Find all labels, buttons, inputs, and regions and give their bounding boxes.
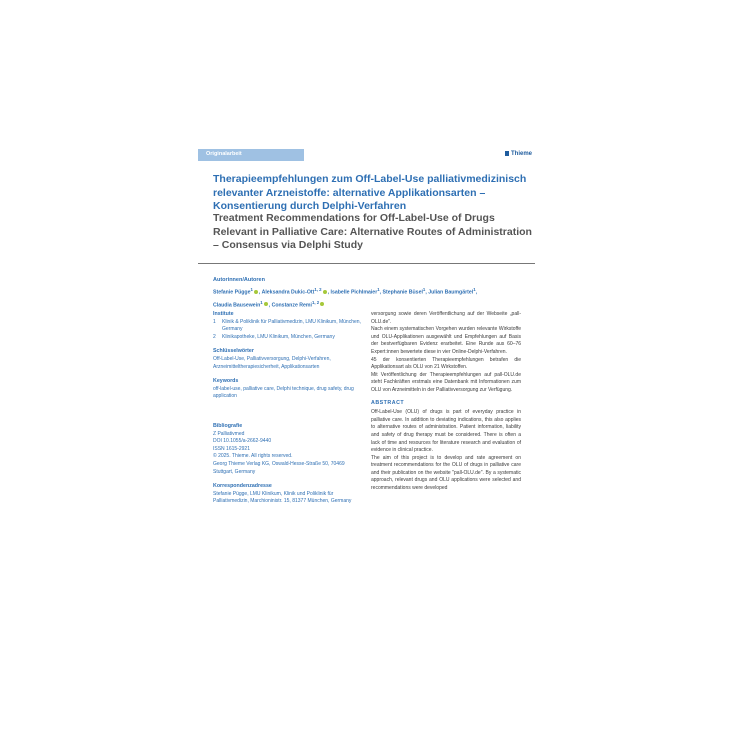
author-name[interactable]: Julian Baumgärtel <box>428 289 474 296</box>
author-name[interactable]: Aleksandra Dukic-Ott <box>261 289 315 296</box>
korrespondenz-text: Stefanie Pügge, LMU Klinikum, Klinik und Poliklinik für Palliativmedizin, Marchioninistr. 15, 81377 München, Germany <box>213 490 352 505</box>
english-abstract-paragraph: Off-Label-Use (OLU) of drugs is part of everyday practice in palliative care. In addition to deviating indications, this also applies to alternative routes of administration. Patient information, liability and safety of drug therapy must be considered. There is often a lack of time and resources for literature research and evaluation of evidence in clinical practice. <box>371 409 521 454</box>
authors-heading: Autorinnen/Autoren <box>213 277 265 283</box>
author-affiliation: 1, 2 <box>314 287 322 292</box>
keywords-text: off-label-use, palliative care, Delphi technique, drug safety, drug application <box>213 385 354 400</box>
schluesselwoerter-heading: Schlüsselwörter <box>213 348 254 355</box>
english-abstract-paragraph: The aim of this project is to develop and rate agreement on treatment recommendations for the OLU of drugs in palliative care and their publication on the website "pall-OLU.de". By a systematic approach, relevant drugs and OLU applications were selected and recommendations were developed <box>371 454 521 492</box>
thieme-logo-icon <box>505 151 509 156</box>
korrespondenz-heading: Korrespondenzadresse <box>213 483 272 490</box>
bibliografie-line: ISSN 1615-2921 <box>213 445 250 452</box>
author-affiliation: 1 <box>260 299 263 305</box>
bibliografie-heading: Bibliografie <box>213 422 243 429</box>
author-name[interactable]: Stephanie Büsel <box>382 289 423 296</box>
abstract-column <box>371 311 521 493</box>
doi-link[interactable]: DOI 10.1055/a-2662-9440 <box>213 438 272 445</box>
bibliografie-line: Georg Thieme Verlag KG, Oswald-Hesse-Straße 50, 70469 Stuttgart, Germany <box>213 460 345 475</box>
institute-item <box>213 334 365 342</box>
orcid-icon[interactable] <box>264 302 268 306</box>
author-name[interactable]: Isabelle Pichlmaier <box>330 289 378 296</box>
author-name[interactable]: Claudia Bausewein <box>213 302 261 309</box>
orcid-icon[interactable] <box>320 302 324 306</box>
institute-text: Klinik & Poliklinik für Palliativmedizin, LMU Klinikum, München, Germany <box>222 318 361 333</box>
abstract-heading: ABSTRACT <box>371 399 405 406</box>
author-affiliation: 1 <box>473 287 476 292</box>
author-name[interactable]: Constanze Remi <box>271 302 312 309</box>
bibliografie-line: Z Palliativmed <box>213 430 245 437</box>
institute-item <box>213 319 365 334</box>
german-abstract-paragraph: 45 der konsentierten Therapieempfehlungen betrafen die Applikationsart als OLU von 21 Wirkstoffen. <box>371 356 521 371</box>
author-list: Stefanie Pügge$^1$, Aleksandra Dukic-Ott$^{1, 2}$, Isabelle Pichlmaier$^1$, Stephanie Büsel$^1$, Julian Baumgärtel$^1$, Claudia Bausewein$^1$, Constanze Remi$^{1, 2}$ <box>213 287 478 309</box>
author-affiliation: 1 <box>377 287 380 292</box>
german-abstract-paragraph: Nach einem systematischen Vorgehen wurden relevante Wirkstoffe und OLU-Applikationen ausgewählt und Empfehlungen auf Basis der bestverfügbaren Evidenz erarbeitet. Eine Runde aus 60–76 Expert:innen bewertete diese in vier Online-Delphi-Verfahren. <box>371 326 521 355</box>
german-abstract-paragraph: Mit Veröffentlichung der Therapieempfehlungen auf pall-OLU.de steht Fachkräften erstmals eine Datenbank mit Informationen zum OLU von Arzneimitteln in der Palliativversorgung zur Verfügung. <box>371 371 521 393</box>
publisher-name: Thieme <box>511 151 533 157</box>
author-affiliation: 1 <box>250 287 253 292</box>
article-metadata-column <box>213 311 365 506</box>
author-affiliation: 1 <box>422 287 426 292</box>
author-affiliation: 1, 2 <box>311 299 320 305</box>
orcid-icon[interactable] <box>254 290 258 294</box>
bibliografie-line: © 2025. Thieme. All rights reserved. <box>213 453 293 460</box>
german-abstract-paragraph: versorgung sowie deren Veröffentlichung auf der Webseite „pall-OLU.de". <box>371 311 521 325</box>
article-type-label: Originalarbeit <box>206 151 242 157</box>
keywords-heading: Keywords <box>213 378 239 385</box>
institute-heading: Institute <box>213 311 234 317</box>
orcid-icon[interactable] <box>323 290 327 294</box>
schluesselwoerter-text: Off-Label-Use, Palliativversorgung, Delphi-Verfahren, Arzneimitteltherapiesicherheit, Applikationsarten <box>213 355 331 370</box>
title-german: Therapieempfehlungen zum Off-Label-Use palliativmedizinisch relevanter Arzneistoffe: alternative Applikationsarten – Konsentierung durch Delphi-Verfahren <box>213 173 527 212</box>
institute-text: Klinikapotheke, LMU Klinikum, München, Germany <box>222 333 335 340</box>
institute-number: 2 <box>213 333 216 340</box>
author-name[interactable]: Stefanie Pügge <box>213 289 251 296</box>
institute-number: 1 <box>213 318 216 325</box>
title-english: Treatment Recommendations for Off-Label-Use of Drugs Relevant in Palliative Care: Alternative Routes of Administration – Consensus via Delphi Study <box>213 212 532 251</box>
publisher-logo <box>505 151 532 157</box>
title-divider <box>198 263 535 264</box>
